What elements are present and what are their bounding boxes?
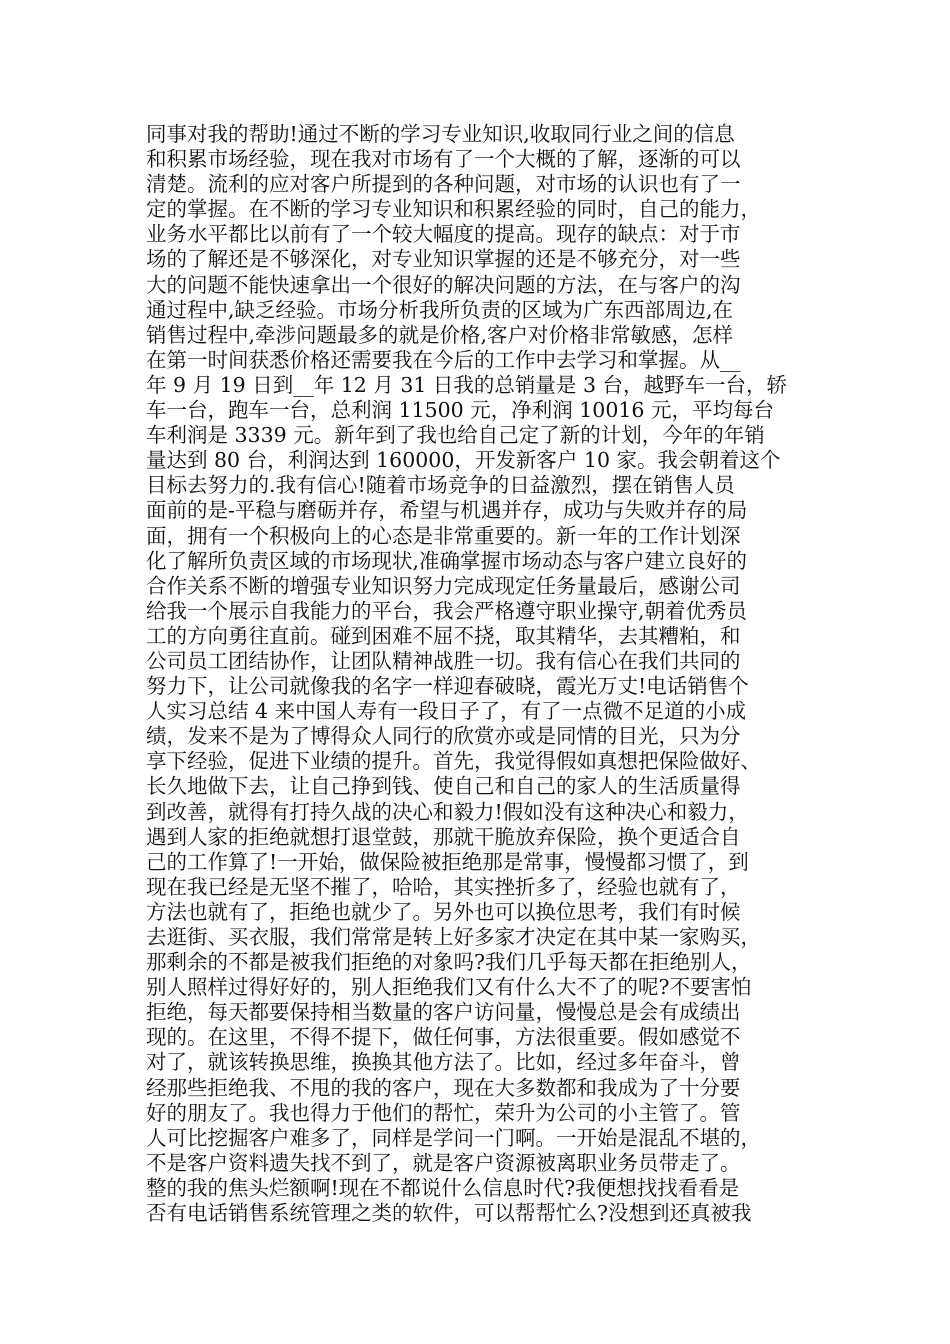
text-line: 长久地做下去，让自己挣到钱、使自己和自己的家人的生活质量得 <box>146 774 741 799</box>
text-line: 那剩余的不都是被我们拒绝的对象吗?我们几乎每天都在拒绝别人， <box>146 950 752 975</box>
text-line: 享下经验，促进下业绩的提升。首先，我觉得假如真想把保险做好、 <box>146 749 761 774</box>
text-line: 人实习总结 4 来中国人寿有一段日子了，有了一点微不足道的小成 <box>146 699 747 724</box>
text-line: 方法也就有了，拒绝也就少了。另外也可以换位思考，我们有时候 <box>146 899 741 924</box>
text-line: 通过程中,缺乏经验。市场分析我所负责的区域为广东西部周边,在 <box>146 297 734 322</box>
text-line: 对了，就该转换思维，换换其他方法了。比如，经过多年奋斗，曾 <box>146 1050 741 1075</box>
text-line: 别人照样过得好好的，别人拒绝我们又有什么大不了的呢?不要害怕 <box>146 975 752 1000</box>
body-text <box>146 122 806 1226</box>
text-line: 车利润是 3339 元。新年到了我也给自己定了新的计划，今年的年销 <box>146 423 765 448</box>
text-line: 场的了解还是不够深化，对专业知识掌握的还是不够充分，对一些 <box>146 247 741 272</box>
text-line: 销售过程中,牵涉问题最多的就是价格,客户对价格非常敏感，怎样 <box>146 322 734 347</box>
text-line: 清楚。流利的应对客户所提到的各种问题，对市场的认识也有了一 <box>146 172 741 197</box>
text-line: 绩，发来不是为了博得众人同行的欣赏亦或是同情的目光，只为分 <box>146 724 741 749</box>
text-line: 经那些拒绝我、不甩的我的客户，现在大多数都和我成为了十分要 <box>146 1075 741 1100</box>
text-line: 否有电话销售系统管理之类的软件，可以帮帮忙么?没想到还真被我 <box>146 1201 752 1226</box>
text-line: 到改善，就得有打持久战的决心和毅力!假如没有这种决心和毅力， <box>146 799 749 824</box>
text-line: 己的工作算了!一开始，做保险被拒绝那是常事，慢慢都习惯了，到 <box>146 849 749 874</box>
text-line: 化了解所负责区域的市场现状,准确掌握市场动态与客户建立良好的 <box>146 548 748 573</box>
text-line: 同事对我的帮助!通过不断的学习专业知识,收取同行业之间的信息 <box>146 122 735 146</box>
text-line: 给我一个展示自我能力的平台，我会严格遵守职业操守,朝着优秀员 <box>146 598 748 623</box>
text-line: 公司员工团结协作，让团队精神战胜一切。我有信心在我们共同的 <box>146 648 741 673</box>
text-line: 面前的是-平稳与磨砺并存，希望与机遇并存，成功与失败并存的局 <box>146 498 748 523</box>
text-line: 工的方向勇往直前。碰到困难不屈不挠，取其精华，去其糟粕，和 <box>146 623 741 648</box>
text-line: 合作关系不断的增强专业知识努力完成现定任务量最后，感谢公司 <box>146 573 741 598</box>
text-line: 遇到人家的拒绝就想打退堂鼓，那就干脆放弃保险，换个更适合自 <box>146 824 741 849</box>
text-line: 定的掌握。在不断的学习专业知识和积累经验的同时，自己的能力， <box>146 197 761 222</box>
text-line: 整的我的焦头烂额啊!现在不都说什么信息时代?我便想找找看看是 <box>146 1175 740 1200</box>
text-line: 年 9 月 19 日到__年 12 月 31 日我的总销量是 3 台，越野车一台，轿 <box>146 372 788 397</box>
text-line: 拒绝，每天都要保持相当数量的客户访问量，慢慢总是会有成绩出 <box>146 1000 741 1025</box>
text-line: 业务水平都比以前有了一个较大幅度的提高。现存的缺点：对于市 <box>146 222 741 247</box>
text-line: 不是客户资料遗失找不到了，就是客户资源被离职业务员带走了。 <box>146 1150 741 1175</box>
text-line: 现的。在这里，不得不提下，做任何事，方法很重要。假如感觉不 <box>146 1025 741 1050</box>
text-line: 大的问题不能快速拿出一个很好的解决问题的方法，在与客户的沟 <box>146 272 741 297</box>
text-line: 去逛街、买衣服，我们常常是转上好多家才决定在其中某一家购买， <box>146 925 761 949</box>
text-line: 面，拥有一个积极向上的心态是非常重要的。新一年的工作计划深 <box>146 523 741 548</box>
text-line: 努力下，让公司就像我的名字一样迎春破晓，霞光万丈!电话销售个 <box>146 674 749 699</box>
text-line: 量达到 80 台，利润达到 160000，开发新客户 10 家。我会朝着这个 <box>146 448 781 473</box>
text-line: 车一台，跑车一台，总利润 11500 元，净利润 10016 元，平均每台 <box>146 398 774 423</box>
text-line: 现在我已经是无坚不摧了，哈哈，其实挫折多了，经验也就有了， <box>146 874 741 899</box>
text-line: 好的朋友了。我也得力于他们的帮忙，荣升为公司的小主管了。管 <box>146 1100 741 1125</box>
text-line: 人可比挖掘客户难多了，同样是学问一门啊。一开始是混乱不堪的， <box>146 1125 761 1150</box>
text-line: 在第一时间获悉价格还需要我在今后的工作中去学习和掌握。从__ <box>146 347 741 372</box>
text-line: 和积累市场经验，现在我对市场有了一个大概的了解，逐渐的可以 <box>146 147 741 172</box>
text-line: 目标去努力的.我有信心!随着市场竞争的日益激烈，摆在销售人员 <box>146 473 735 498</box>
